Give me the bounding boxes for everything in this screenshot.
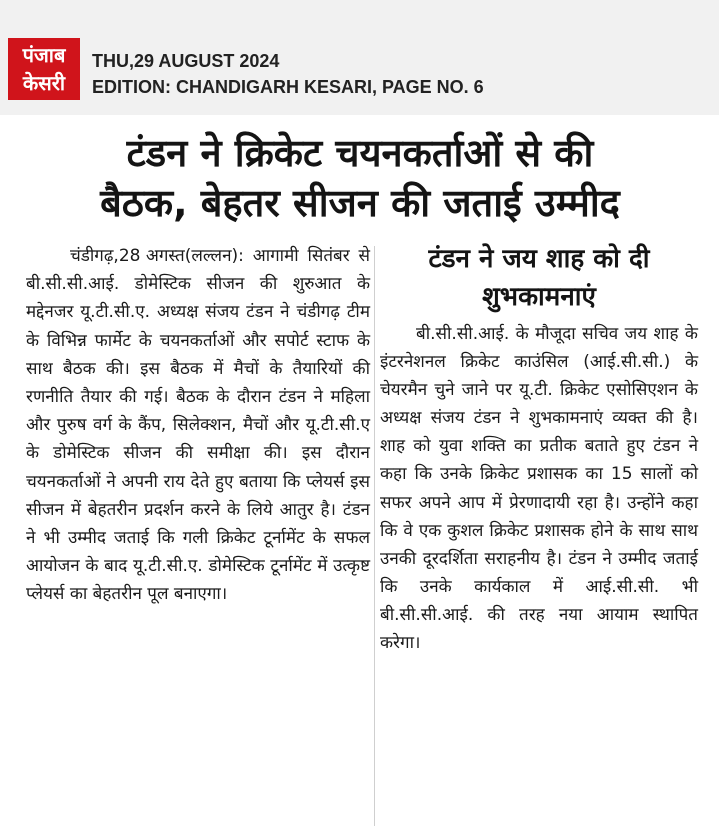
side-headline [380, 240, 698, 316]
publication-date: THU,29 AUGUST 2024 [92, 51, 280, 71]
side-headline-line-2: शुभकामनाएं [482, 282, 596, 312]
main-headline [20, 128, 700, 228]
main-article-body [26, 242, 370, 609]
main-article-text: आगामी सितंबर से बी.सी.सी.आई. डोमेस्टिक सीजन की शुरुआत के मद्देनजर यू.टी.सी.ए. अध्यक्ष संजय टंडन ने चंडीगढ़ टीम के विभिन्न फार्मेट के चयनकर्ताओं और सपोर्ट स्टाफ के साथ बैठक की। इस बैठक में मैचों के तैयारियों की रणनीति तैयार की गई। बैठक के दौरान टंडन ने महिला और पुरुष वर्ग के कैंप, सिलेक्शन, मैचों और यू.टी.सी.ए के डोमेस्टिक सीजन की समीक्षा की। इस दौरान चयनकर्ताओं ने अपनी राय देते हुए बताया कि प्लेयर्स इस सीजन में बेहतरीन प्रदर्शन करने के लिये आतुर है। टंडन ने भी उम्मीद जताई कि गली क्रिकेट टूर्नामेंट के सफल आयोजन के बाद यू.टी.सी.ए. डोमेस्टिक टूर्नामेंट में उत्कृष्ट प्लेयर्स का बेहतरीन पूल बनाएगा। [26, 246, 371, 605]
main-headline-line-1: टंडन ने क्रिकेट चयनकर्ताओं से की [126, 131, 594, 175]
logo-line-1: पंजाब [22, 43, 66, 67]
edition-meta [92, 48, 484, 100]
main-headline-line-2: बैठक, बेहतर सीजन की जताई उम्मीद [100, 181, 620, 225]
side-article-text: बी.सी.सी.आई. के मौजूदा सचिव जय शाह के इंटरनेशनल क्रिकेट काउंसिल (आई.सी.सी.) के चेयरमैन चुने जाने पर यू.टी. क्रिकेट एसोसिएशन के अध्यक्ष संजय टंडन ने शुभकामनाएं व्यक्त की है। शाह को युवा शक्ति का प्रतीक बताते हुए टंडन ने कहा कि उनके क्रिकेट प्रशासक का 15 सालों को सफर अपने आप में प्रेरणादायी रहा है। उन्होंने कहा कि वे एक कुशल क्रिकेट प्रशासक होने के साथ साथ उनकी दूरदर्शिता सराहनीय है। टंडन ने उम्मीद जताई कि उनके कार्यकाल में आई.सी.सी. भी बी.सी.सी.आई. की तरह नया आयाम स्थापित करेगा। [380, 324, 698, 654]
side-article-body [380, 320, 698, 657]
masthead [0, 0, 719, 115]
column-divider [374, 246, 375, 826]
side-article [380, 240, 698, 657]
edition-info: EDITION: CHANDIGARH KESARI, PAGE NO. 6 [92, 77, 484, 97]
newspaper-logo [8, 38, 80, 100]
logo-line-2: केसरी [22, 71, 66, 95]
dateline: चंडीगढ़,28 अगस्त(लल्लन): [70, 246, 244, 266]
side-headline-line-1: टंडन ने जय शाह को दी [428, 244, 650, 274]
